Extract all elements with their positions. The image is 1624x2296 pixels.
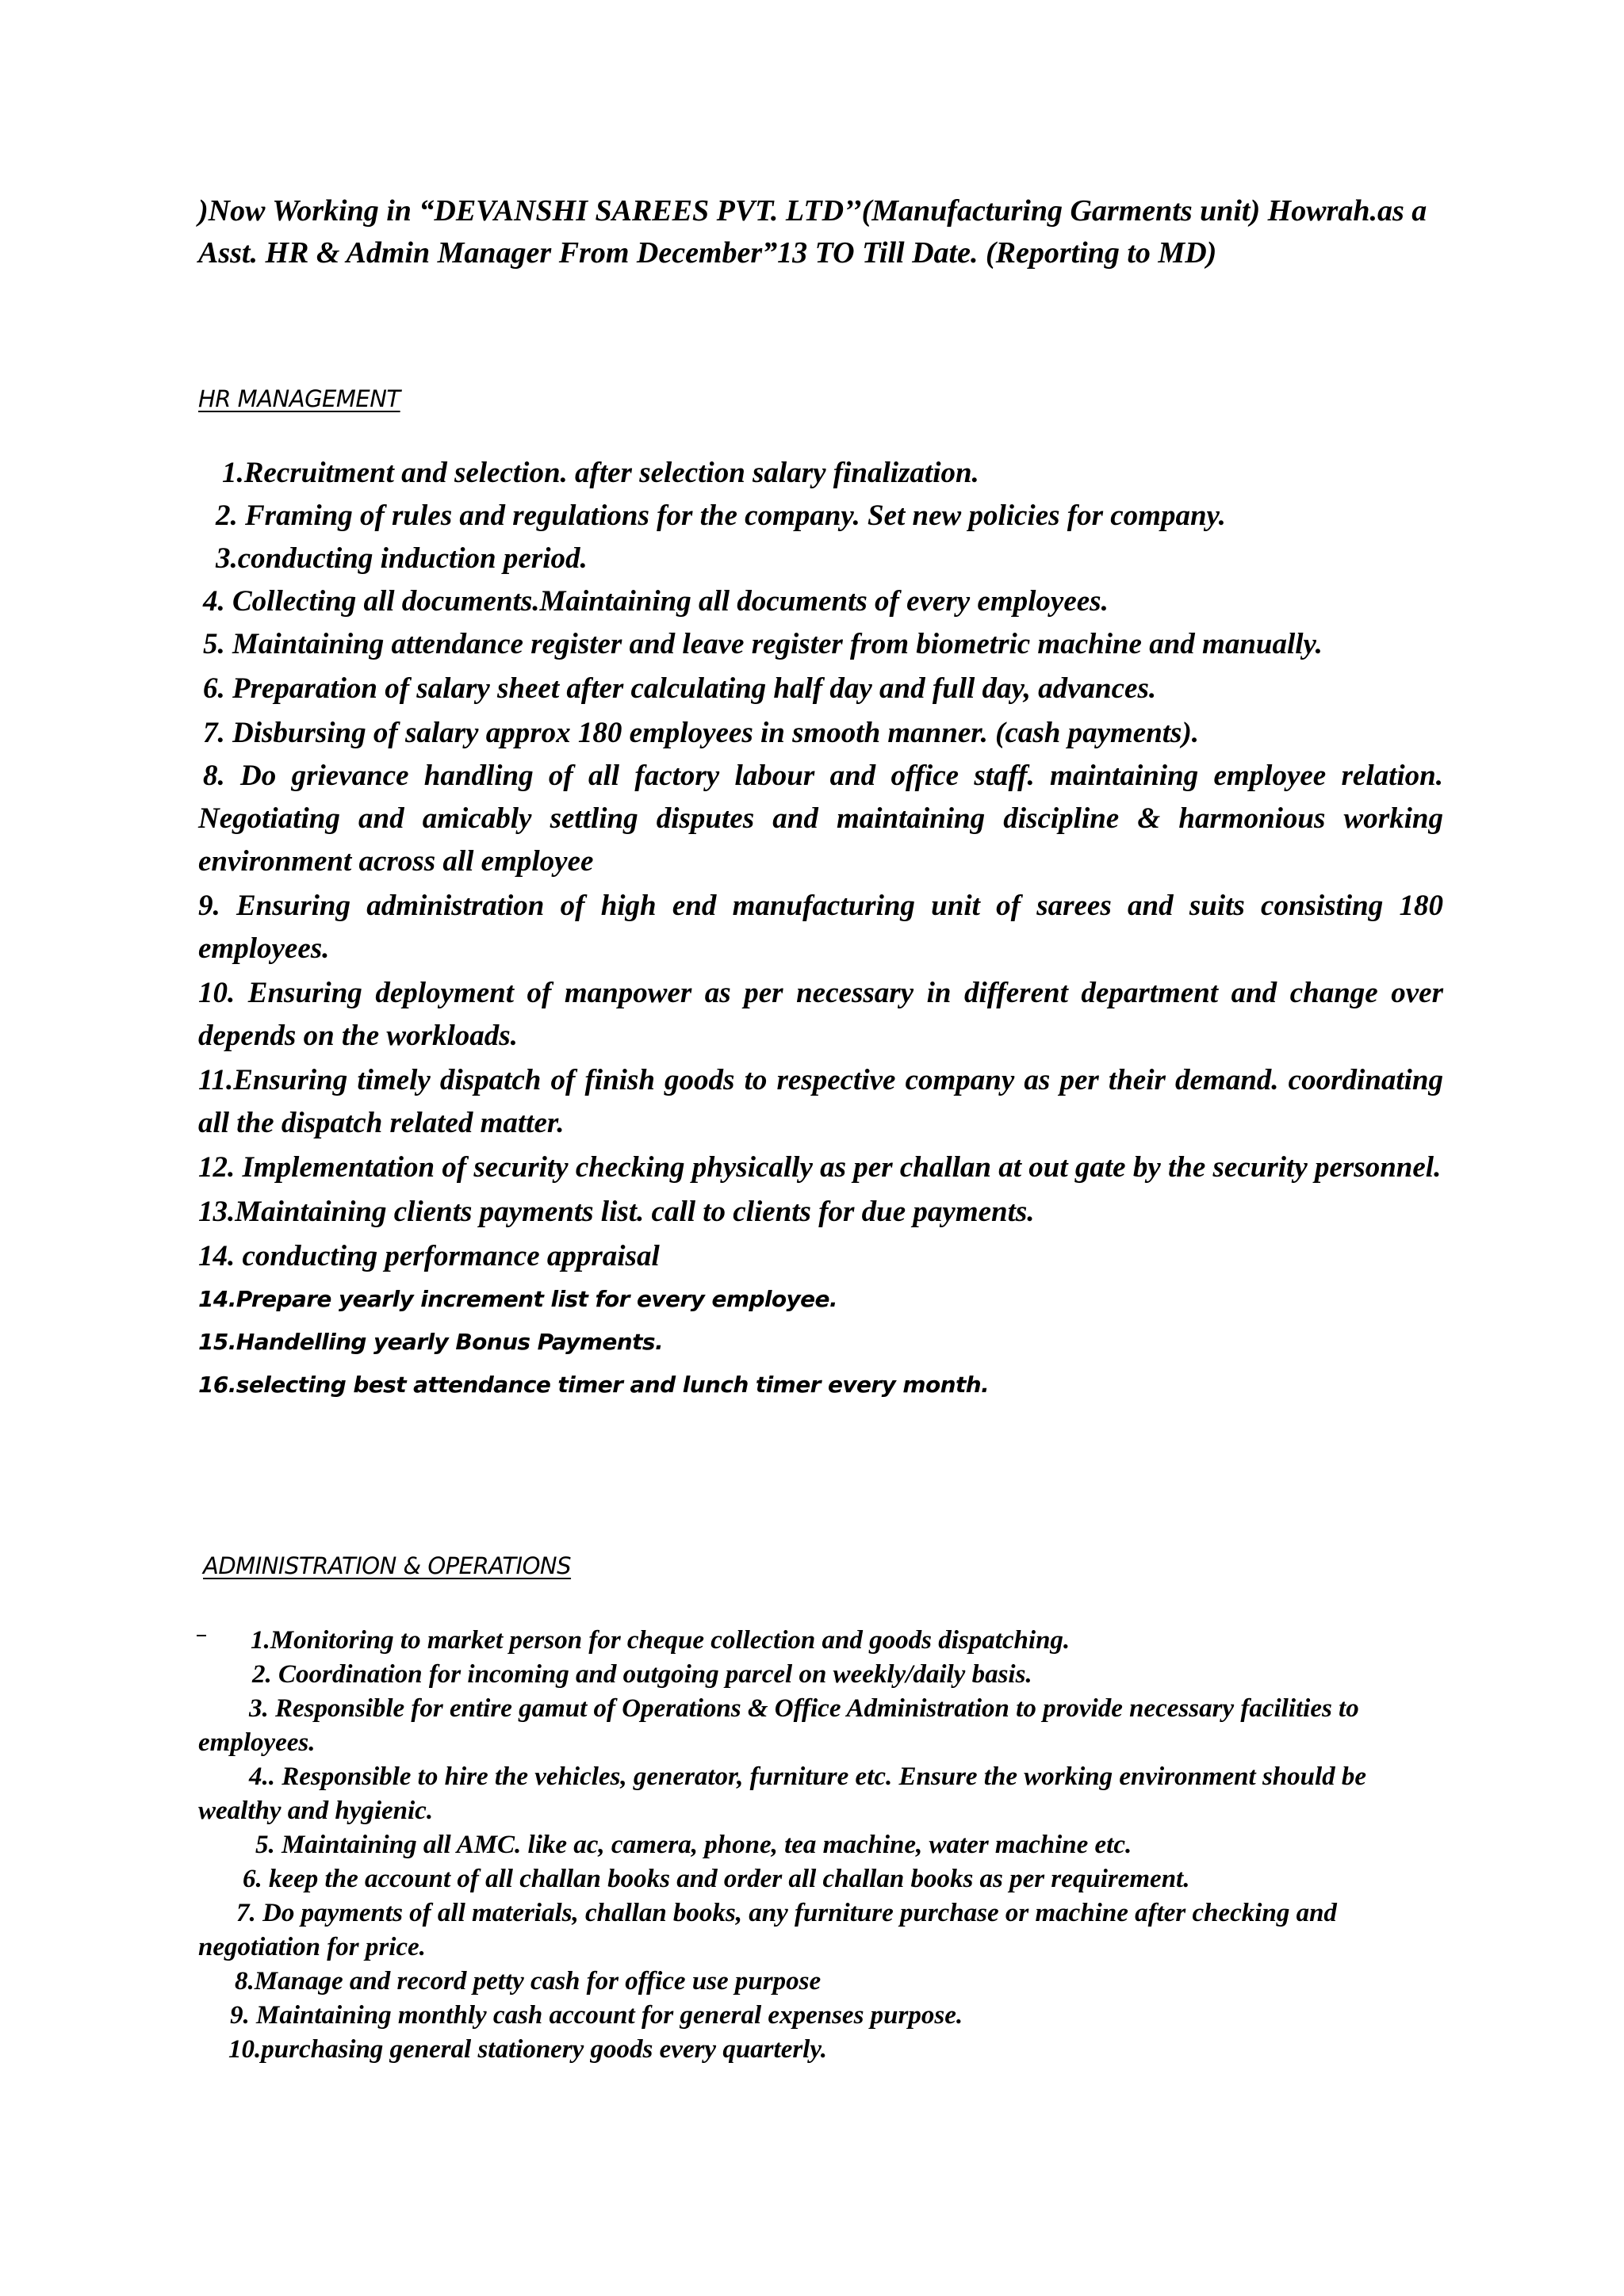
admin-item: 10.purchasing general stationery goods every quarterly. [228,2035,828,2064]
admin-item: 9. Maintaining monthly cash account for general expenses purpose. [230,2001,963,2030]
hr-item: 13.Maintaining clients payments list. call to clients for due payments. [198,1196,1035,1228]
hr-item: 7. Disbursing of salary approx 180 employees in smooth manner. (cash payments). [203,717,1200,749]
admin-item: 5. Maintaining all AMC. like ac, camera, phone, tea machine, water machine etc. [255,1831,1132,1859]
administration-operations-heading: ADMINISTRATION & OPERATIONS [203,1552,572,1579]
hr-item: 9. Ensuring administration of high end manufacturing unit of sarees and suits consisting 180 employees. [198,890,1443,965]
hr-management-heading: HR MANAGEMENT [198,385,400,412]
hr-item: 15.Handelling yearly Bonus Payments. [198,1329,664,1355]
admin-item: 3. Responsible for entire gamut of Operations & Office Administration to provide necessary facilities to employees. [198,1694,1359,1757]
hr-item: 5. Maintaining attendance register and leave register from biometric machine and manually. [203,628,1323,660]
hr-item: 6. Preparation of salary sheet after calculating half day and full day, advances. [203,672,1157,705]
hr-item: 1.Recruitment and selection. after selection salary finalization. [222,457,979,489]
admin-item: 7. Do payments of all materials, challan books, any furniture purchase or machine after checking and negotiation for price. [198,1899,1337,1961]
hr-item: 12. Implementation of security checking physically as per challan at out gate by the security personnel. [198,1151,1442,1184]
hr-item: 16.selecting best attendance timer and lunch timer every month. [198,1372,990,1398]
hr-item: 10. Ensuring deployment of manpower as per necessary in different department and change over depends on the workloads. [198,977,1443,1052]
admin-item: 6. keep the account of all challan books and order all challan books as per requirement. [243,1865,1190,1893]
hr-item: 11.Ensuring timely dispatch of finish goods to respective company as per their demand. coordinating all the dispatch related matter. [198,1064,1443,1139]
administration-operations-list [198,1624,1443,2067]
admin-item: 2. Coordination for incoming and outgoing parcel on weekly/daily basis. [252,1660,1032,1689]
admin-item: 4.. Responsible to hire the vehicles, generator, furniture etc. Ensure the working environment should be wealthy and hygienic. [198,1762,1367,1825]
hr-management-list [198,452,1443,1406]
admin-item: 8.Manage and record petty cash for office use purpose [235,1967,822,1996]
hr-item: 14.Prepare yearly increment list for every employee. [198,1286,837,1312]
intro-paragraph: )Now Working in “DEVANSHI SAREES PVT. LTD’’(Manufacturing Garments unit) Howrah.as a Asst. HR & Admin Manager From December”13 TO Till Date. (Reporting to MD) [198,194,1427,270]
hr-item: 14. conducting performance appraisal [198,1240,660,1272]
hr-item: 8. Do grievance handling of all factory labour and office staff. maintaining employee relation. Negotiating and amicably settling disputes and maintaining discipline & harmonious working environment across all employee [198,760,1443,878]
hr-item: 2. Framing of rules and regulations for the company. Set new policies for company. [216,499,1226,532]
admin-item: 1.Monitoring to market person for cheque collection and goods dispatching. [251,1626,1071,1655]
hr-item: 4. Collecting all documents.Maintaining all documents of every employees. [203,585,1109,618]
hr-item: 3.conducting induction period. [216,542,588,575]
